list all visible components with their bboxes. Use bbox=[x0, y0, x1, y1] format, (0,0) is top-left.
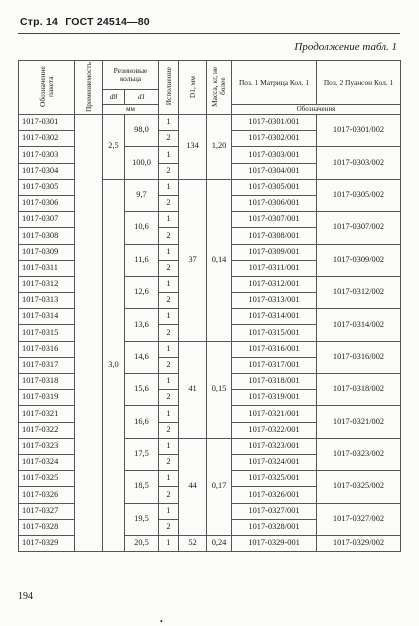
cell-d1: 13,6 bbox=[125, 309, 159, 341]
cell-pos1: 1017-0305/001 bbox=[232, 179, 317, 195]
cell-pos1: 1017-0316/001 bbox=[232, 341, 317, 357]
cell-D1: 41 bbox=[179, 341, 207, 438]
cell-pos1: 1017-0315/001 bbox=[232, 325, 317, 341]
cell-pos2: 1017-0321/002 bbox=[317, 406, 401, 438]
cell-designation: 1017-0323 bbox=[19, 438, 75, 454]
cell-pos1: 1017-0307/001 bbox=[232, 212, 317, 228]
oboz-label: Обозначения bbox=[232, 105, 401, 115]
col-version: Исполнение bbox=[159, 61, 179, 115]
cell-D1: 52 bbox=[179, 535, 207, 551]
col-pos2: Поз. 2 Пуансон Кол. 1 bbox=[317, 61, 401, 105]
cell-designation: 1017-0321 bbox=[19, 406, 75, 422]
cell-version: 2 bbox=[159, 454, 179, 470]
cell-designation: 1017-0316 bbox=[19, 341, 75, 357]
cell-version: 2 bbox=[159, 357, 179, 373]
cell-pos1: 1017-0327/001 bbox=[232, 503, 317, 519]
cell-pos2: 1017-0327/002 bbox=[317, 503, 401, 535]
col-designation: Обозначение пакета bbox=[19, 61, 75, 115]
cell-pos1: 1017-0328/001 bbox=[232, 519, 317, 535]
cell-version: 1 bbox=[159, 438, 179, 454]
cell-d1: 100,0 bbox=[125, 147, 159, 179]
cell-pos1: 1017-0312/001 bbox=[232, 276, 317, 292]
cell-version: 1 bbox=[159, 244, 179, 260]
cell-applicability bbox=[75, 115, 103, 552]
cell-pos1: 1017-0313/001 bbox=[232, 293, 317, 309]
cell-designation: 1017-0325 bbox=[19, 471, 75, 487]
col-d8: d8 bbox=[103, 90, 125, 105]
cell-pos1: 1017-0302/001 bbox=[232, 131, 317, 147]
cell-mass: 1,20 bbox=[207, 115, 232, 180]
cell-pos2: 1017-0309/002 bbox=[317, 244, 401, 276]
cell-pos2: 1017-0303/002 bbox=[317, 147, 401, 179]
cell-pos1: 1017-0304/001 bbox=[232, 163, 317, 179]
cell-designation: 1017-0312 bbox=[19, 276, 75, 292]
page-header bbox=[20, 16, 150, 28]
standard-code: ГОСТ 24514—80 bbox=[65, 16, 150, 28]
cell-designation: 1017-0315 bbox=[19, 325, 75, 341]
cell-pos1: 1017-0321/001 bbox=[232, 406, 317, 422]
cell-designation: 1017-0317 bbox=[19, 357, 75, 373]
cell-pos2: 1017-0323/002 bbox=[317, 438, 401, 470]
cell-designation: 1017-0305 bbox=[19, 179, 75, 195]
cell-designation: 1017-0302 bbox=[19, 131, 75, 147]
col-applicability: Применяемость bbox=[75, 61, 103, 115]
cell-version: 1 bbox=[159, 309, 179, 325]
cell-d8: 3,0 bbox=[103, 179, 125, 551]
parts-table bbox=[18, 60, 401, 552]
cell-pos2: 1017-0305/002 bbox=[317, 179, 401, 211]
cell-pos2: 1017-0312/002 bbox=[317, 276, 401, 308]
cell-D1: 37 bbox=[179, 179, 207, 341]
col-D1: D1, мм bbox=[179, 61, 207, 115]
cell-designation: 1017-0328 bbox=[19, 519, 75, 535]
cell-pos2: 1017-0325/002 bbox=[317, 471, 401, 503]
cell-d1: 15,6 bbox=[125, 374, 159, 406]
cell-designation: 1017-0329 bbox=[19, 535, 75, 551]
cell-version: 1 bbox=[159, 212, 179, 228]
cell-d1: 9,7 bbox=[125, 179, 159, 211]
cell-d1: 20,5 bbox=[125, 535, 159, 551]
cell-version: 2 bbox=[159, 131, 179, 147]
cell-pos1: 1017-0306/001 bbox=[232, 195, 317, 211]
cell-designation: 1017-0308 bbox=[19, 228, 75, 244]
cell-version: 2 bbox=[159, 293, 179, 309]
cell-version: 1 bbox=[159, 115, 179, 131]
cell-pos2: 1017-0318/002 bbox=[317, 374, 401, 406]
header-rule bbox=[18, 33, 400, 34]
cell-D1: 44 bbox=[179, 438, 207, 535]
cell-version: 1 bbox=[159, 471, 179, 487]
cell-mass: 0,14 bbox=[207, 179, 232, 341]
cell-version: 2 bbox=[159, 519, 179, 535]
cell-d8: 2,5 bbox=[103, 115, 125, 180]
cell-designation: 1017-0318 bbox=[19, 374, 75, 390]
cell-designation: 1017-0307 bbox=[19, 212, 75, 228]
cell-d1: 14,6 bbox=[125, 341, 159, 373]
cell-version: 2 bbox=[159, 487, 179, 503]
cell-d1: 19,5 bbox=[125, 503, 159, 535]
cell-designation: 1017-0314 bbox=[19, 309, 75, 325]
cell-pos1: 1017-0326/001 bbox=[232, 487, 317, 503]
cell-pos1: 1017-0322/001 bbox=[232, 422, 317, 438]
cell-version: 1 bbox=[159, 147, 179, 163]
table-body bbox=[19, 115, 401, 552]
cell-pos1: 1017-0303/001 bbox=[232, 147, 317, 163]
cell-version: 2 bbox=[159, 422, 179, 438]
cell-designation: 1017-0304 bbox=[19, 163, 75, 179]
continuation-label: Продолжение табл. 1 bbox=[294, 41, 397, 53]
cell-pos1: 1017-0319/001 bbox=[232, 390, 317, 406]
cell-mass: 0,24 bbox=[207, 535, 232, 551]
cell-pos1: 1017-0308/001 bbox=[232, 228, 317, 244]
cell-version: 1 bbox=[159, 374, 179, 390]
cell-pos2: 1017-0316/002 bbox=[317, 341, 401, 373]
cell-pos1: 1017-0314/001 bbox=[232, 309, 317, 325]
cell-version: 2 bbox=[159, 260, 179, 276]
cell-d1: 11,6 bbox=[125, 244, 159, 276]
unit-mm: мм bbox=[103, 105, 159, 115]
cell-d1: 98,0 bbox=[125, 115, 159, 147]
cell-version: 2 bbox=[159, 228, 179, 244]
cell-designation: 1017-0319 bbox=[19, 390, 75, 406]
cell-version: 1 bbox=[159, 503, 179, 519]
cell-pos1: 1017-0309/001 bbox=[232, 244, 317, 260]
col-pos1: Поз. 1 Матрица Кол. 1 bbox=[232, 61, 317, 105]
cell-D1: 134 bbox=[179, 115, 207, 180]
cell-version: 1 bbox=[159, 276, 179, 292]
cell-pos2: 1017-0329/002 bbox=[317, 535, 401, 551]
cell-pos1: 1017-0301/001 bbox=[232, 115, 317, 131]
cell-version: 1 bbox=[159, 406, 179, 422]
cell-version: 1 bbox=[159, 341, 179, 357]
cell-designation: 1017-0313 bbox=[19, 293, 75, 309]
cell-pos1: 1017-0317/001 bbox=[232, 357, 317, 373]
cell-pos1: 1017-0311/001 bbox=[232, 260, 317, 276]
page-prefix: Стр. 14 bbox=[20, 16, 59, 28]
cell-designation: 1017-0309 bbox=[19, 244, 75, 260]
cell-designation: 1017-0301 bbox=[19, 115, 75, 131]
cell-version: 2 bbox=[159, 325, 179, 341]
cell-pos1: 1017-0318/001 bbox=[232, 374, 317, 390]
col-mass: Масса, кг, не более bbox=[207, 61, 232, 115]
cell-pos2: 1017-0307/002 bbox=[317, 212, 401, 244]
cell-version: 1 bbox=[159, 179, 179, 195]
cell-pos1: 1017-0325/001 bbox=[232, 471, 317, 487]
col-d1: d1 bbox=[125, 90, 159, 105]
cell-version: 2 bbox=[159, 390, 179, 406]
cell-designation: 1017-0303 bbox=[19, 147, 75, 163]
cell-designation: 1017-0324 bbox=[19, 454, 75, 470]
cell-pos1: 1017-0323/001 bbox=[232, 438, 317, 454]
cell-pos2: 1017-0314/002 bbox=[317, 309, 401, 341]
cell-pos2: 1017-0301/002 bbox=[317, 115, 401, 147]
cell-mass: 0,15 bbox=[207, 341, 232, 438]
page-number: 194 bbox=[18, 591, 33, 602]
cell-pos1: 1017-0324/001 bbox=[232, 454, 317, 470]
cell-d1: 18,5 bbox=[125, 471, 159, 503]
cell-version: 1 bbox=[159, 535, 179, 551]
cell-d1: 10,6 bbox=[125, 212, 159, 244]
cell-d1: 17,5 bbox=[125, 438, 159, 470]
cell-designation: 1017-0326 bbox=[19, 487, 75, 503]
cell-version: 2 bbox=[159, 195, 179, 211]
cell-version: 2 bbox=[159, 163, 179, 179]
cell-d1: 12,6 bbox=[125, 276, 159, 308]
cell-designation: 1017-0322 bbox=[19, 422, 75, 438]
cell-d1: 16,6 bbox=[125, 406, 159, 438]
cell-designation: 1017-0311 bbox=[19, 260, 75, 276]
print-mark: • bbox=[160, 617, 163, 626]
table-row bbox=[19, 115, 401, 131]
cell-mass: 0,17 bbox=[207, 438, 232, 535]
cell-designation: 1017-0327 bbox=[19, 503, 75, 519]
col-rings: Резиновые кольца bbox=[103, 61, 159, 90]
cell-designation: 1017-0306 bbox=[19, 195, 75, 211]
cell-pos1: 1017-0329-001 bbox=[232, 535, 317, 551]
